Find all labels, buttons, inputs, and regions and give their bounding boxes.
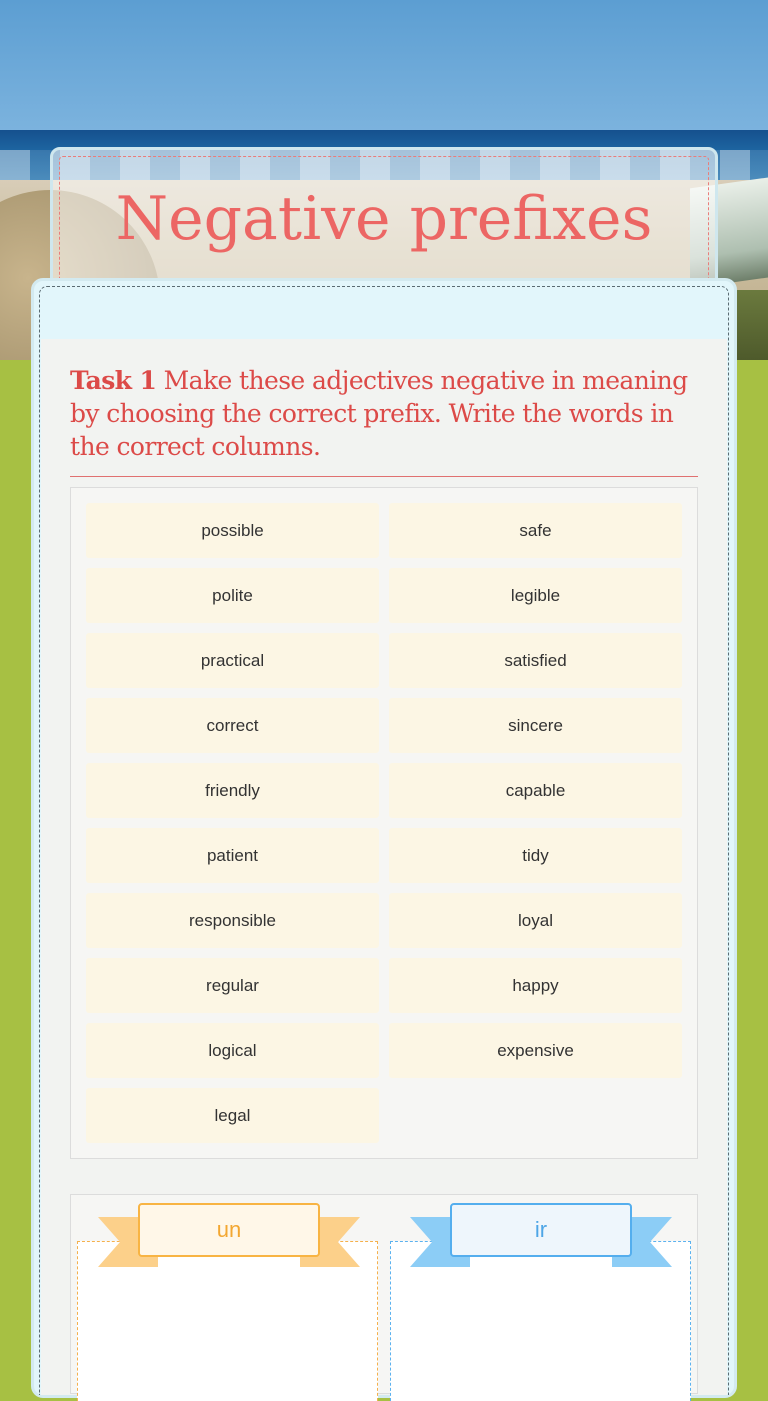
task-label: Task 1 [70, 366, 157, 395]
word-tile[interactable]: responsible [86, 893, 379, 948]
word-tile[interactable]: polite [86, 568, 379, 623]
word-tile[interactable]: correct [86, 698, 379, 753]
word-tile[interactable]: expensive [389, 1023, 682, 1078]
word-tile[interactable]: happy [389, 958, 682, 1013]
word-tile[interactable]: capable [389, 763, 682, 818]
word-tile[interactable]: patient [86, 828, 379, 883]
page-title: Negative prefixes [115, 184, 653, 254]
word-tile[interactable]: legal [86, 1088, 379, 1143]
title-card [50, 147, 718, 297]
column-header-ir [410, 1203, 672, 1269]
word-tile[interactable]: regular [86, 958, 379, 1013]
word-tile[interactable]: satisfied [389, 633, 682, 688]
word-tile[interactable]: practical [86, 633, 379, 688]
task-instructions [70, 364, 700, 463]
column-label-un: un [138, 1203, 320, 1257]
word-tile[interactable]: possible [86, 503, 379, 558]
word-tile[interactable]: loyal [389, 893, 682, 948]
column-header-un [98, 1203, 360, 1269]
column-label-ir: ir [450, 1203, 632, 1257]
word-tile[interactable]: safe [389, 503, 682, 558]
word-tile[interactable]: sincere [389, 698, 682, 753]
word-tile[interactable]: legible [389, 568, 682, 623]
task-divider [70, 476, 698, 477]
word-tile[interactable]: logical [86, 1023, 379, 1078]
word-tile[interactable]: friendly [86, 763, 379, 818]
task-text: Make these adjectives negative in meaning by choosing the correct prefix. Write the words in the correct columns. [70, 366, 688, 461]
word-tile[interactable]: tidy [389, 828, 682, 883]
